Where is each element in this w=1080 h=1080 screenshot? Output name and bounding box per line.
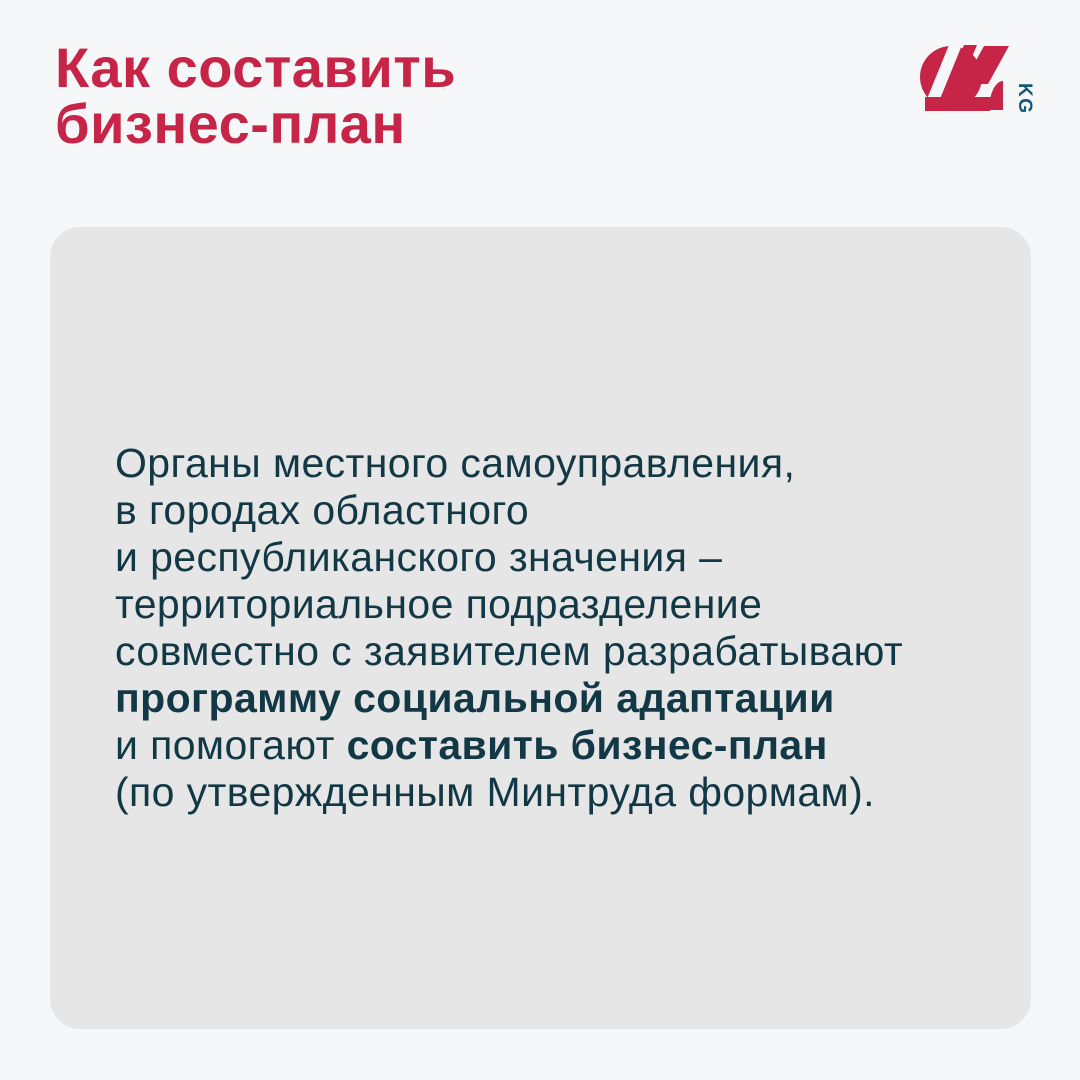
paragraph-text: совместно с заявителем разрабатывают: [115, 628, 904, 674]
paragraph-text-bold: составить бизнес-план: [346, 722, 828, 768]
logo-kg-label: KG: [1014, 83, 1035, 115]
body-paragraph: [115, 440, 995, 816]
content-card: [50, 227, 1031, 1029]
paragraph-line: [115, 487, 995, 534]
paragraph-line: [115, 675, 995, 722]
paragraph-line: [115, 534, 995, 581]
paragraph-text: (по утвержденным Минтруда формам).: [115, 769, 875, 815]
paragraph-line: [115, 440, 995, 487]
paragraph-line: [115, 769, 995, 816]
paragraph-text-bold: программу социальной адаптации: [115, 675, 835, 721]
paragraph-text: и помогают: [115, 722, 347, 768]
paragraph-text: в городах областного: [115, 487, 530, 533]
page-title: [55, 36, 457, 155]
paragraph-line: [115, 628, 995, 675]
paragraph-text: территориальное подразделение: [115, 581, 763, 627]
logo-24-icon: [915, 45, 1040, 121]
page-title-line-1: Как составить: [55, 36, 457, 99]
paragraph-line: [115, 722, 995, 769]
paragraph-line: [115, 581, 995, 628]
page-title-line-2: бизнес-план: [55, 92, 406, 155]
paragraph-text: и республиканского значения –: [115, 534, 723, 580]
paragraph-text: Органы местного самоуправления,: [115, 440, 796, 486]
logo-24kg: [915, 45, 1040, 121]
